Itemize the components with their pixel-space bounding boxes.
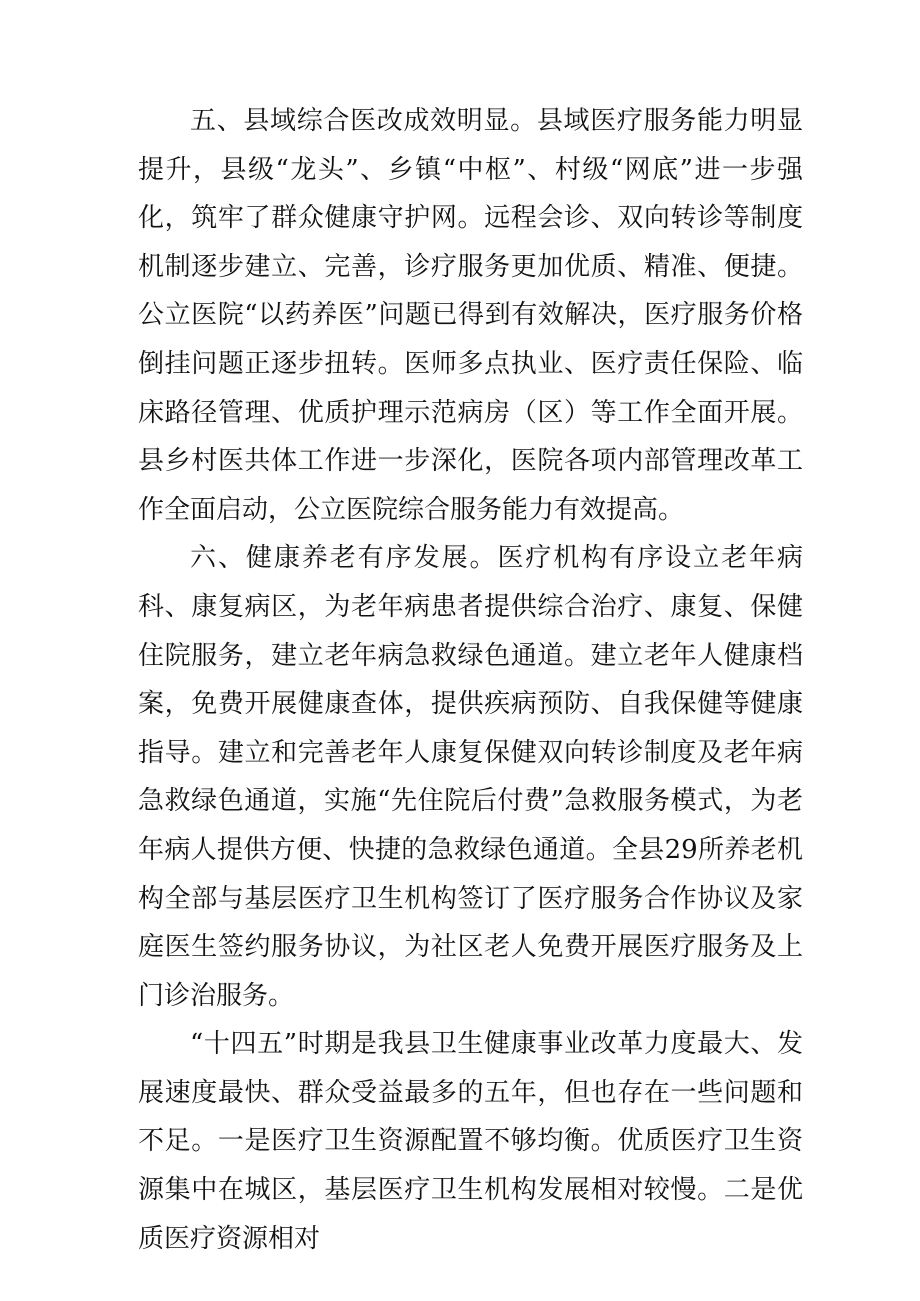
document-body	[138, 97, 803, 1263]
paragraph-county-reform: 五、县域综合医改成效明显。县域医疗服务能力明显提升，县级“龙头”、乡镇“中枢”、村级“网底”进一步强化，筑牢了群众健康守护网。远程会诊、双向转诊等制度机制逐步建立、完善，诊疗服务更加优质、精准、便捷。公立医院“以药养医”问题已得到有效解决，医疗服务价格倒挂问题正逐步扭转。医师多点执业、医疗责任保险、临床路径管理、优质护理示范病房（区）等工作全面开展。县乡村医共体工作进一步深化，医院各项内部管理改革工作全面启动，公立医院综合服务能力有效提高。	[138, 106, 803, 525]
paragraph-elderly-care: 六、健康养老有序发展。医疗机构有序设立老年病科、康复病区，为老年病患者提供综合治疗、康复、保健住院服务，建立老年病急救绿色通道。建立老年人健康档案，免费开展健康查体，提供疾病预防、自我保健等健康指导。建立和完善老年人康复保健双向转诊制度及老年病急救绿色通道，实施“先住院后付费”急救服务模式，为老年病人提供方便、快捷的急救绿色通道。全县29所养老机构全部与基层医疗卫生机构签订了医疗服务合作协议及家庭医生签约服务协议，为社区老人免费开展医疗服务及上门诊治服务。	[138, 543, 803, 1011]
paragraph-problems: “十四五”时期是我县卫生健康事业改革力度最大、发展速度最快、群众受益最多的五年，但也存在一些问题和不足。一是医疗卫生资源配置不够均衡。优质医疗卫生资源集中在城区，基层医疗卫生机构发展相对较慢。二是优质医疗资源相对	[138, 1029, 803, 1254]
